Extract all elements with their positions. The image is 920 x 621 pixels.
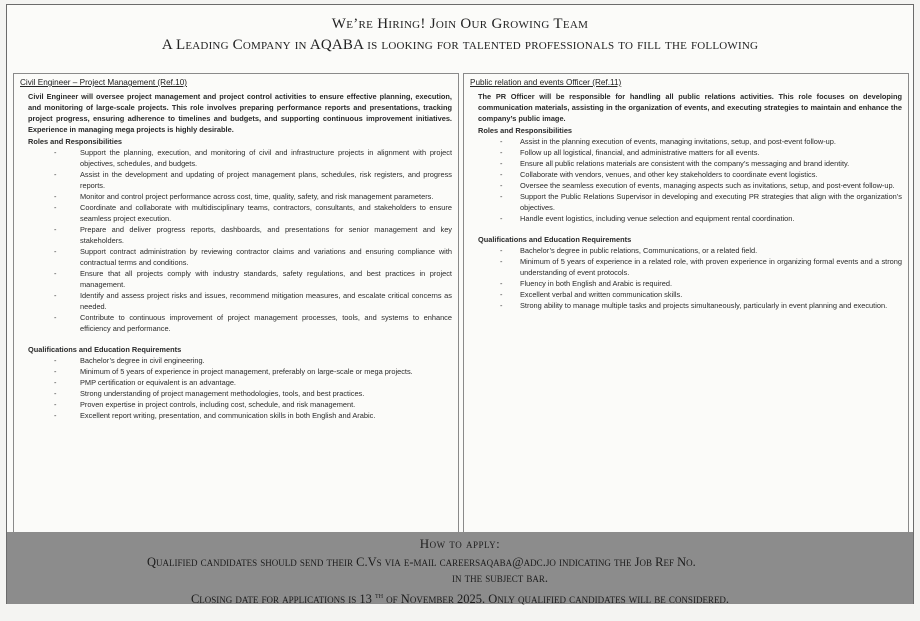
closing-date-suffix: th	[375, 591, 384, 600]
apply-instructions: Qualified candidates should send their C.Vs via e-mail careersaqaba@adc.jo indicating the Job Ref No.	[147, 555, 696, 569]
job-intro: The PR Officer will be responsible for handling all public relations activities. This role focuses on developing communication materials, assisting in the organization of events, and executing strategies to maintain and enhance the company’s public image.	[478, 92, 902, 123]
job-columns	[13, 73, 909, 535]
list-item: - Support the Public Relations Supervisor in developing and executing PR strategies that align with the organization’s objectives.	[500, 191, 902, 213]
job-title: Public relation and events Officer (Ref.11)	[470, 78, 622, 87]
list-item: - PMP certification or equivalent is an advantage.	[54, 377, 452, 388]
apply-instructions-cont: in the subject bar.	[451, 571, 548, 585]
job-title: Civil Engineer – Project Management (Ref.10)	[20, 78, 188, 87]
list-item: - Fluency in both English and Arabic is required.	[500, 278, 902, 289]
closing-date-post: of November 2025. Only qualified candidates will be considered.	[383, 592, 730, 607]
list-item: - Oversee the seamless execution of events, managing aspects such as invitations, setup, and post-event follow-up.	[500, 180, 902, 191]
list-item: - Minimum of 5 years of experience in project management, preferably on large-scale or mega projects.	[54, 366, 452, 377]
list-item: - Identify and assess project risks and issues, recommend mitigation measures, and escalate critical concerns as needed.	[54, 290, 452, 312]
list-item: - Bachelor’s degree in public relations, Communications, or a related field.	[500, 245, 902, 256]
roles-heading: Roles and Responsibilities	[478, 126, 573, 135]
list-item: - Coordinate and collaborate with multidisciplinary teams, contractors, consultants, and stakeholders to ensure seamless project execution.	[54, 202, 452, 224]
list-item: - Minimum of 5 years of experience in a related role, with proven experience in organizing formal events and a strong understanding of event protocols.	[500, 256, 902, 278]
hiring-headline: We’re Hiring! Join Our Growing Team	[331, 16, 589, 32]
qualifications-heading: Qualifications and Education Requirements	[28, 345, 182, 354]
list-item: - Strong ability to manage multiple tasks and projects simultaneously, particularly in event planning and execution.	[500, 300, 902, 311]
closing-date	[7, 588, 913, 607]
list-item: - Strong understanding of project management methodologies, tools, and best practices.	[54, 388, 452, 399]
list-item: - Excellent report writing, presentation, and communication skills in both English and Arabic.	[54, 410, 452, 421]
list-item: - Assist in the planning execution of events, managing invitations, setup, and post-event follow-up.	[500, 136, 902, 147]
list-item: - Follow up all logistical, financial, and administrative matters for all events.	[500, 147, 902, 158]
qualifications-heading: Qualifications and Education Requirements	[478, 235, 632, 244]
roles-list	[20, 147, 452, 334]
qualifications-list	[470, 245, 902, 311]
how-to-apply-panel	[7, 532, 913, 607]
list-item: - Excellent verbal and written communication skills.	[500, 289, 902, 300]
closing-date-pre: Closing date for applications is 13	[190, 592, 372, 607]
list-item: - Contribute to continuous improvement of project management processes, tools, and systems to enhance efficiency and performance.	[54, 312, 452, 334]
job-civil-engineer	[13, 73, 459, 535]
list-item: - Support the planning, execution, and monitoring of civil and infrastructure projects in alignment with project objectives, schedules, and budgets.	[54, 147, 452, 169]
job-intro: Civil Engineer will oversee project management and project control activities to ensure effective planning, execution, and monitoring of large-scale projects. This role involves preparing performance reports and presentations, tracking project progress, ensuring adherence to timelines and budgets, and supporting continuous improvement initiatives. Experience in managing mega projects is highly desirable.	[28, 92, 452, 134]
list-item: - Handle event logistics, including venue selection and equipment rental coordination.	[500, 213, 902, 224]
job-advertisement	[6, 4, 914, 607]
list-item: - Collaborate with vendors, venues, and other key stakeholders to coordinate event logistics.	[500, 169, 902, 180]
list-item: - Ensure that all projects comply with industry standards, safety regulations, and best practices in project management.	[54, 268, 452, 290]
how-to-apply-title: How to apply:	[419, 536, 501, 551]
job-pr-officer	[463, 73, 909, 535]
header	[7, 5, 913, 54]
list-item: - Monitor and control project performance across cost, time, quality, safety, and risk management parameters.	[54, 191, 452, 202]
list-item: - Ensure all public relations materials are consistent with the company’s messaging and brand identity.	[500, 158, 902, 169]
list-item: - Support contract administration by reviewing contractor claims and variations and ensuring compliance with contractual terms and conditions.	[54, 246, 452, 268]
list-item: - Assist in the development and updating of project management plans, schedules, risk registers, and progress reports.	[54, 169, 452, 191]
company-subheadline: A Leading Company in AQABA is looking for talented professionals to fill the following	[161, 37, 759, 53]
list-item: - Prepare and deliver progress reports, dashboards, and presentations for senior management and key stakeholders.	[54, 224, 452, 246]
list-item: - Bachelor’s degree in civil engineering.	[54, 355, 452, 366]
qualifications-list	[20, 355, 452, 421]
roles-heading: Roles and Responsibilities	[28, 137, 123, 146]
roles-list	[470, 136, 902, 224]
list-item: - Proven expertise in project controls, including cost, schedule, and risk management.	[54, 399, 452, 410]
